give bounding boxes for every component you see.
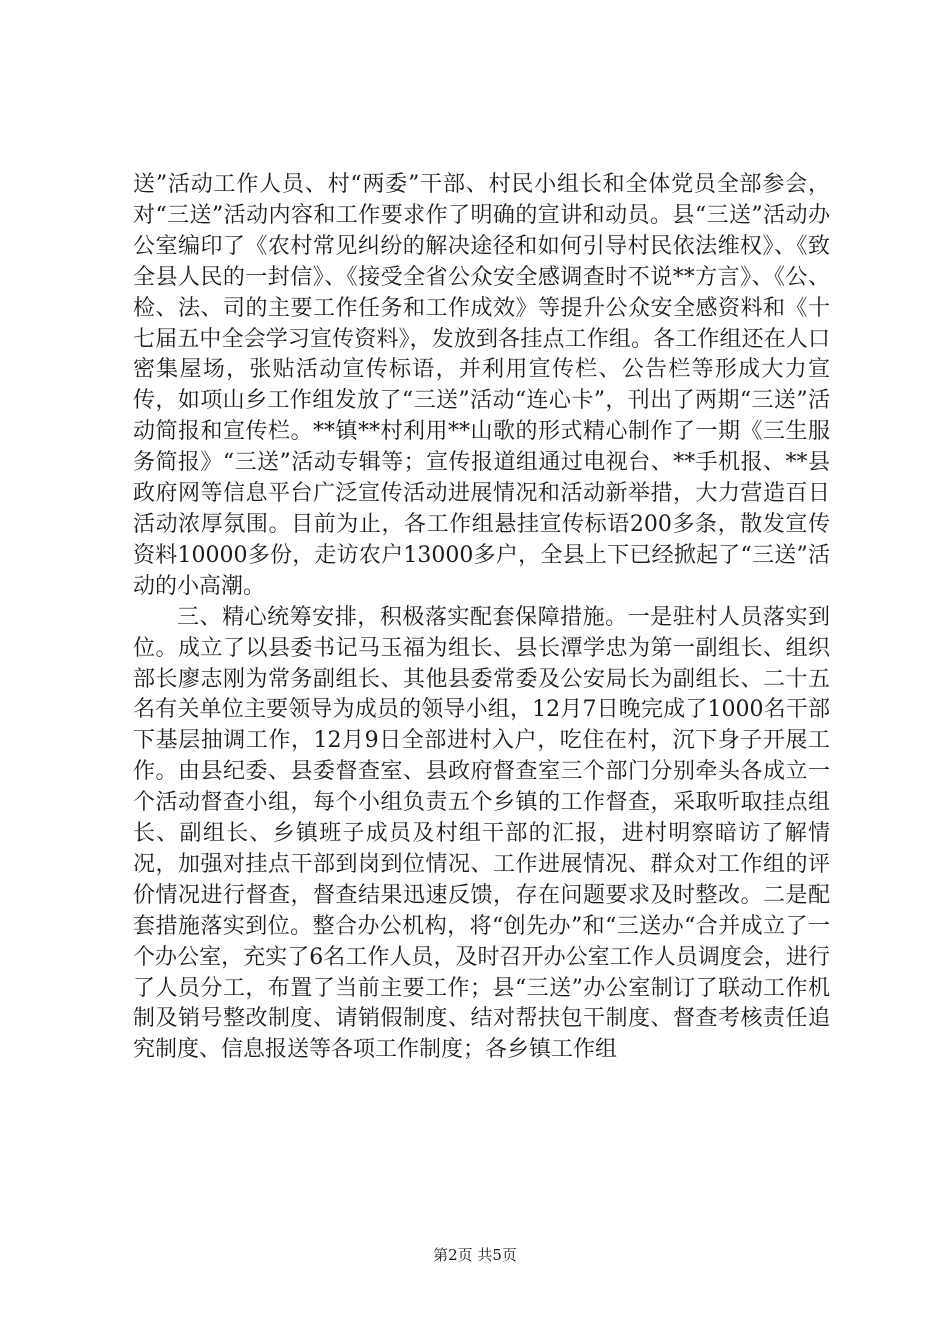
paragraph-continuation: 送”活动工作人员、村“两委”干部、村民小组长和全体党员全部参会，对“三送”活动内容和工作要求作了明确的宣讲和动员。县“三送”活动办公室编印了《农村常见纠纷的解决途径和如何引导村民依法维权》、《致全县人民的一封信》、《接受全省公众安全感调查时不说**方言》、《公、检、法、司的主要工作任务和工作成效》等提升公众安全感资料和《十七届五中全会学习宣传资料》，发放到各挂点工作组。各工作组还在人口密集屋场，张贴活动宣传标语，并利用宣传栏、公告栏等形成大力宣传，如项山乡工作组发放了“三送”活动“连心卡”，刊出了两期“三送”活动简报和宣传栏。**镇**村利用**山歌的形式精心制作了一期《三生服务简报》“三送”活动专辑等；宣传报道组通过电视台、**手机报、**县政府网等信息平台广泛宣传活动进展情况和活动新举措，大力营造百日活动浓厚氛围。目前为止，各工作组悬挂宣传标语200多条，散发宣传资料10000多份，走访农户13000多户，全县上下已经掀起了“三送”活动的小高潮。 — [133, 172, 830, 599]
paragraph-section-three: 三、精心统筹安排，积极落实配套保障措施。一是驻村人员落实到位。成立了以县委书记马玉福为组长、县长潭学忠为第一副组长、组织部长廖志刚为常务副组长、其他县委常委及公安局长为副组长、二十五名有关单位主要领导为成员的领导小组，12月7日晚完成了1000名干部下基层抽调工作，12月9日全部进村入户，吃住在村，沉下身子开展工作。由县纪委、县委督查室、县政府督查室三个部门分别牵头各成立一个活动督查小组，每个小组负责五个乡镇的工作督查，采取听取挂点组长、副组长、乡镇班子成员及村组干部的汇报，进村明察暗访了解情况，加强对挂点干部到岗到位情况、工作进展情况、群众对工作组的评价情况进行督查，督查结果迅速反馈，存在问题要求及时整改。二是配套措施落实到位。整合办公机构，将“创先办”和“三送办“合并成立了一个办公室，充实了6名工作人员，及时召开办公室工作人员调度会，进行了人员分工，布置了当前主要工作；县“三送”办公室制订了联动工作机制及销号整改制度、请销假制度、结对帮扶包干制度、督查考核责任追究制度、信息报送等各项工作制度；各乡镇工作组 — [133, 604, 830, 1063]
document-body — [133, 170, 830, 1066]
page-footer: 第2页 共5页 — [433, 1246, 517, 1264]
